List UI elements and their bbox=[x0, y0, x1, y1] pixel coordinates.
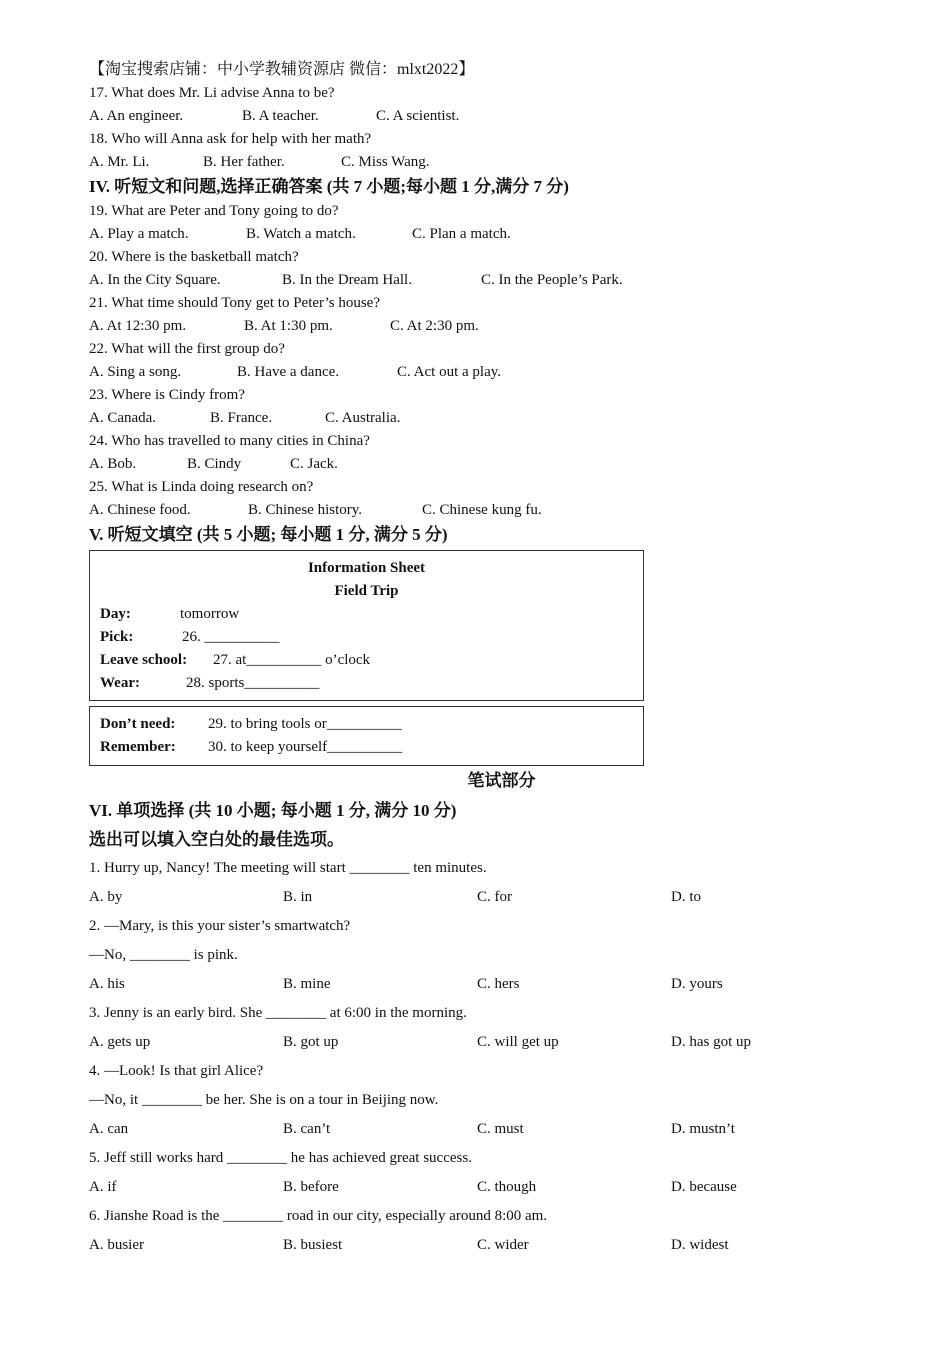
mc-question-5 bbox=[89, 1144, 889, 1202]
option-c: C. Miss Wang. bbox=[341, 154, 430, 170]
option-c: C. A scientist. bbox=[376, 108, 460, 124]
option-a: A. Bob. bbox=[89, 456, 137, 472]
option-b: B. In the Dream Hall. bbox=[282, 272, 412, 288]
option-b: B. before bbox=[283, 1179, 339, 1195]
worksheet-page bbox=[89, 57, 889, 1260]
answer-options bbox=[89, 269, 889, 292]
answer-options bbox=[89, 361, 889, 384]
section-6-heading: VI. 单项选择 (共 10 小题; 每小题 1 分, 满分 10 分) bbox=[89, 801, 457, 820]
question-text: 18. Who will Anna ask for help with her math? bbox=[89, 131, 372, 147]
question-20 bbox=[89, 246, 889, 292]
question-text: 1. Hurry up, Nancy! The meeting will start ________ ten minutes. bbox=[89, 860, 487, 876]
option-c: C. Jack. bbox=[290, 456, 338, 472]
answer-options bbox=[89, 223, 889, 246]
info-row-day bbox=[100, 603, 633, 626]
info-value: 29. to bring tools or__________ bbox=[208, 716, 402, 732]
option-c: C. At 2:30 pm. bbox=[390, 318, 479, 334]
option-b: B. Cindy bbox=[187, 456, 242, 472]
option-d: D. to bbox=[671, 889, 701, 905]
info-sheet-subtitle: Field Trip bbox=[334, 583, 399, 599]
option-c: C. hers bbox=[477, 976, 520, 992]
question-text: 4. —Look! Is that girl Alice? bbox=[89, 1063, 264, 1079]
question-text: 2. —Mary, is this your sister’s smartwatch? bbox=[89, 918, 351, 934]
info-label: Pick: bbox=[100, 629, 134, 645]
section-6-instruction: 选出可以填入空白处的最佳选项。 bbox=[89, 830, 344, 849]
info-sheet-title: Information Sheet bbox=[307, 560, 426, 576]
option-a: A. gets up bbox=[89, 1034, 151, 1050]
info-row-leave-school bbox=[100, 649, 633, 672]
option-b: B. Have a dance. bbox=[237, 364, 340, 380]
option-b: B. mine bbox=[283, 976, 331, 992]
question-text-reply: —No, ________ is pink. bbox=[89, 947, 238, 963]
option-a: A. Chinese food. bbox=[89, 502, 191, 518]
answer-options bbox=[89, 151, 889, 174]
answer-options bbox=[89, 1231, 889, 1260]
option-d: D. mustn’t bbox=[671, 1121, 735, 1137]
option-c: C. will get up bbox=[477, 1034, 559, 1050]
mc-question-6 bbox=[89, 1202, 889, 1260]
store-header: 【淘宝搜索店铺：中小学教辅资源店 微信：mlxt2022】 bbox=[89, 61, 475, 78]
option-d: D. has got up bbox=[671, 1034, 751, 1050]
info-row-pick bbox=[100, 626, 633, 649]
info-value: 27. at__________ o’clock bbox=[213, 652, 371, 668]
option-a: A. his bbox=[89, 976, 125, 992]
option-c: C. Chinese kung fu. bbox=[422, 502, 542, 518]
info-label: Remember: bbox=[100, 739, 176, 755]
option-d: D. widest bbox=[671, 1237, 729, 1253]
option-d: D. because bbox=[671, 1179, 737, 1195]
answer-options bbox=[89, 453, 889, 476]
question-21 bbox=[89, 292, 889, 338]
answer-options bbox=[89, 970, 889, 999]
info-label: Leave school: bbox=[100, 652, 188, 668]
answer-options bbox=[89, 1028, 889, 1057]
option-a: A. busier bbox=[89, 1237, 144, 1253]
option-c: C. for bbox=[477, 889, 512, 905]
info-row-dont-need bbox=[100, 713, 633, 736]
question-text: 22. What will the first group do? bbox=[89, 341, 285, 357]
option-b: B. Chinese history. bbox=[248, 502, 363, 518]
question-text: 20. Where is the basketball match? bbox=[89, 249, 299, 265]
option-a: A. by bbox=[89, 889, 123, 905]
option-d: D. yours bbox=[671, 976, 723, 992]
option-a: A. if bbox=[89, 1179, 117, 1195]
answer-options bbox=[89, 315, 889, 338]
option-a: A. Sing a song. bbox=[89, 364, 182, 380]
info-value: tomorrow bbox=[180, 606, 240, 622]
option-c: C. wider bbox=[477, 1237, 529, 1253]
info-label: Don’t need: bbox=[100, 716, 176, 732]
option-c: C. In the People’s Park. bbox=[481, 272, 623, 288]
question-22 bbox=[89, 338, 889, 384]
question-text: 25. What is Linda doing research on? bbox=[89, 479, 314, 495]
option-b: B. in bbox=[283, 889, 313, 905]
option-c: C. must bbox=[477, 1121, 524, 1137]
option-c: C. Plan a match. bbox=[412, 226, 511, 242]
option-a: A. In the City Square. bbox=[89, 272, 221, 288]
answer-options bbox=[89, 1115, 889, 1144]
info-value: 28. sports__________ bbox=[186, 675, 320, 691]
option-c: C. Australia. bbox=[325, 410, 401, 426]
section-5-heading: V. 听短文填空 (共 5 小题; 每小题 1 分, 满分 5 分) bbox=[89, 525, 448, 544]
question-24 bbox=[89, 430, 889, 476]
option-a: A. Play a match. bbox=[89, 226, 189, 242]
option-b: B. busiest bbox=[283, 1237, 343, 1253]
section-4-heading: IV. 听短文和问题,选择正确答案 (共 7 小题;每小题 1 分,满分 7 分) bbox=[89, 177, 569, 196]
question-18 bbox=[89, 128, 889, 174]
question-text: 23. Where is Cindy from? bbox=[89, 387, 245, 403]
answer-options bbox=[89, 499, 889, 522]
answer-options bbox=[89, 1173, 889, 1202]
option-b: B. At 1:30 pm. bbox=[244, 318, 333, 334]
written-part-heading: 笔试部分 bbox=[467, 771, 536, 790]
info-row-remember bbox=[100, 736, 633, 759]
option-b: B. got up bbox=[283, 1034, 339, 1050]
option-a: A. Canada. bbox=[89, 410, 157, 426]
option-c: C. Act out a play. bbox=[397, 364, 502, 380]
answer-options bbox=[89, 883, 889, 912]
information-sheet-notes bbox=[89, 706, 644, 766]
option-c: C. though bbox=[477, 1179, 537, 1195]
question-text: 19. What are Peter and Tony going to do? bbox=[89, 203, 339, 219]
option-b: B. A teacher. bbox=[242, 108, 319, 124]
option-a: A. can bbox=[89, 1121, 129, 1137]
info-row-wear bbox=[100, 672, 633, 695]
info-label: Wear: bbox=[100, 675, 140, 691]
question-text: 3. Jenny is an early bird. She ________ at 6:00 in the morning. bbox=[89, 1005, 467, 1021]
answer-options bbox=[89, 105, 889, 128]
question-23 bbox=[89, 384, 889, 430]
question-text: 24. Who has travelled to many cities in China? bbox=[89, 433, 370, 449]
info-value: 26. __________ bbox=[182, 629, 280, 645]
question-text: 6. Jianshe Road is the ________ road in our city, especially around 8:00 am. bbox=[89, 1208, 548, 1224]
option-a: A. At 12:30 pm. bbox=[89, 318, 187, 334]
information-sheet bbox=[89, 550, 644, 701]
option-a: A. An engineer. bbox=[89, 108, 184, 124]
mc-question-3 bbox=[89, 999, 889, 1057]
option-b: B. can’t bbox=[283, 1121, 331, 1137]
mc-question-1 bbox=[89, 854, 889, 912]
question-text: 21. What time should Tony get to Peter’s house? bbox=[89, 295, 380, 311]
answer-options bbox=[89, 407, 889, 430]
info-label: Day: bbox=[100, 606, 131, 622]
mc-question-2 bbox=[89, 912, 889, 999]
question-17 bbox=[89, 82, 889, 128]
option-b: B. Her father. bbox=[203, 154, 285, 170]
info-value: 30. to keep yourself__________ bbox=[208, 739, 403, 755]
question-text: 17. What does Mr. Li advise Anna to be? bbox=[89, 85, 335, 101]
option-b: B. France. bbox=[210, 410, 273, 426]
mc-question-4 bbox=[89, 1057, 889, 1144]
question-text: 5. Jeff still works hard ________ he has achieved great success. bbox=[89, 1150, 472, 1166]
question-text-reply: —No, it ________ be her. She is on a tour in Beijing now. bbox=[89, 1092, 439, 1108]
option-a: A. Mr. Li. bbox=[89, 154, 150, 170]
question-25 bbox=[89, 476, 889, 522]
option-b: B. Watch a match. bbox=[246, 226, 356, 242]
question-19 bbox=[89, 200, 889, 246]
